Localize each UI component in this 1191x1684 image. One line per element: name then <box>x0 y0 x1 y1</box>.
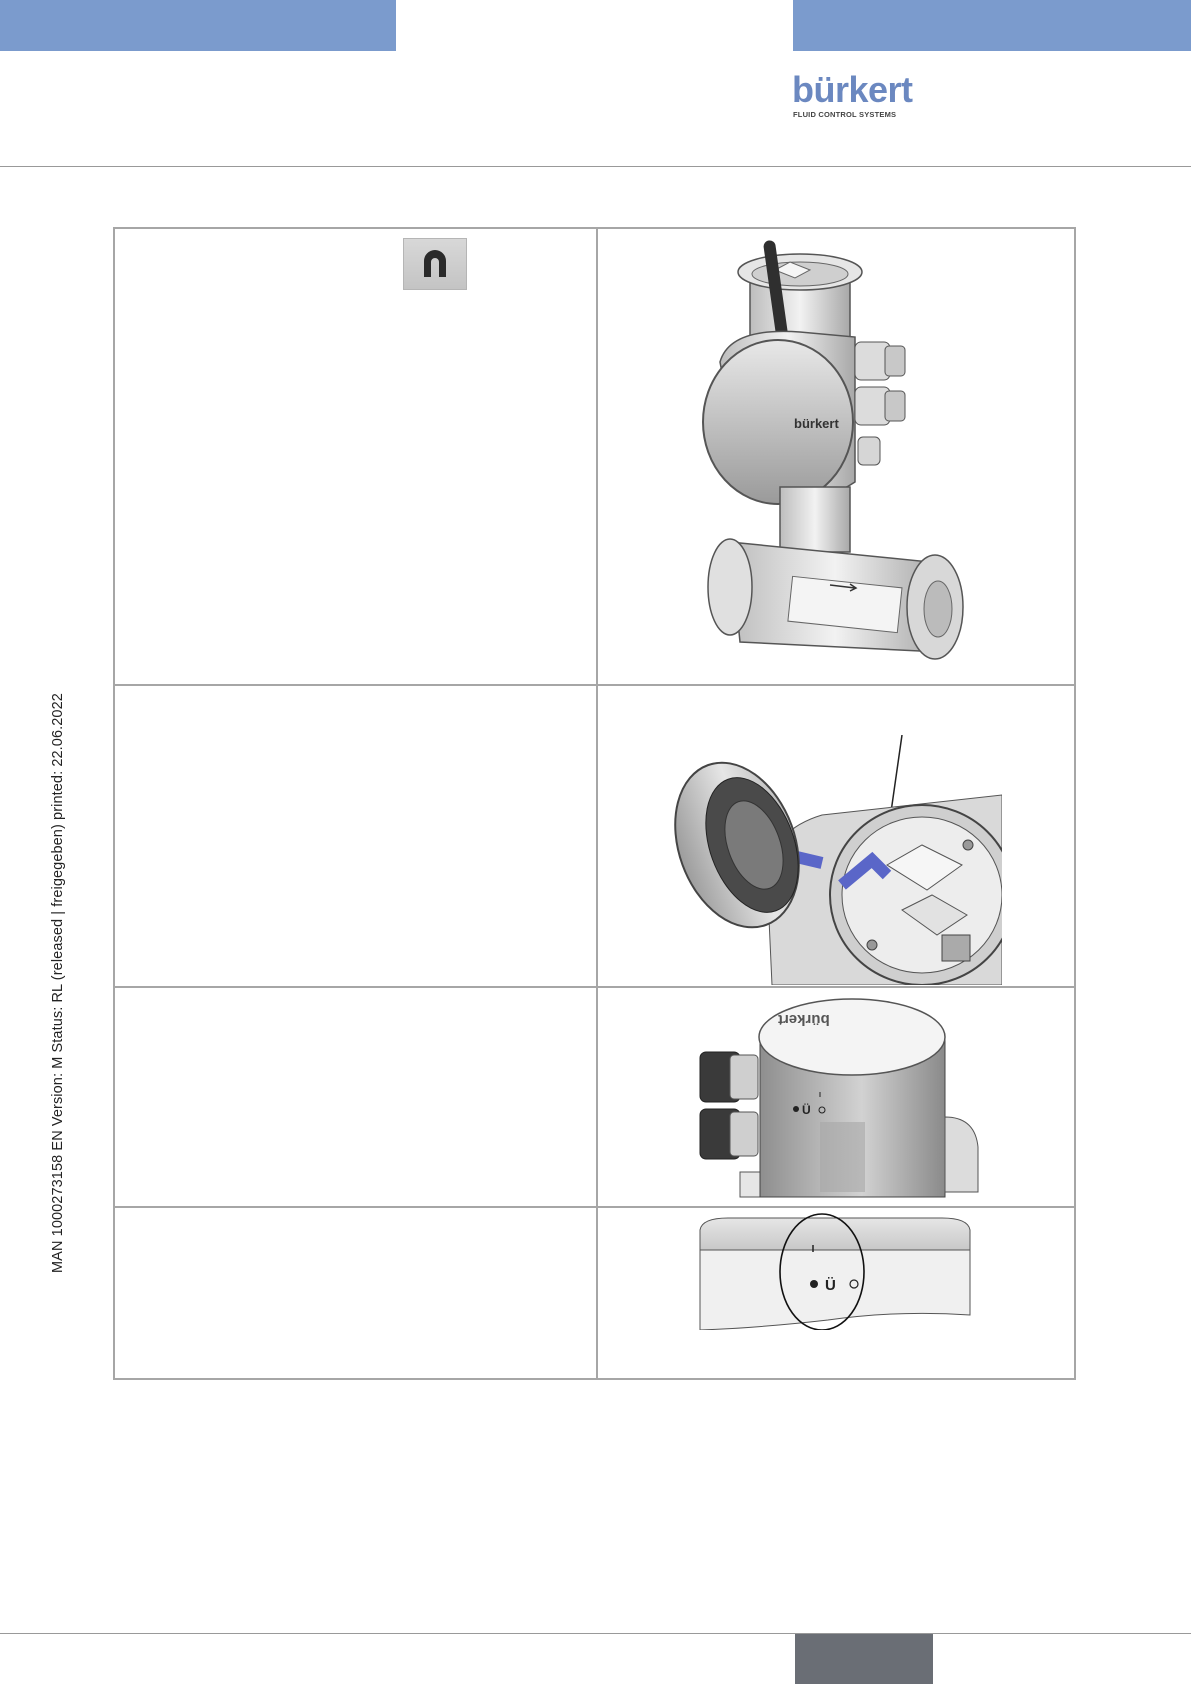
flowmeter-device-illustration <box>690 232 980 672</box>
mounted-cover-with-leds-illustration <box>690 997 980 1202</box>
page-number-tab <box>795 1634 933 1684</box>
document-status-margin: MAN 1000273158 EN Version: M Status: RL (released | freigegeben) printed: 22.06.2022 <box>50 693 66 1273</box>
cover-brand-label: bürkert <box>778 1011 830 1028</box>
cover-removal-ribbon-cable-illustration <box>672 735 1002 985</box>
brand-name: bürkert <box>792 69 913 110</box>
footer-divider <box>0 1633 1191 1634</box>
brand-tagline: FLUID CONTROL SYSTEMS <box>793 110 897 119</box>
cover-led-detail-illustration <box>698 1210 972 1330</box>
table-row-3-text-cell <box>115 988 596 1206</box>
table-row-2-text-cell <box>115 686 596 986</box>
svg-text:Ü: Ü <box>802 1103 811 1117</box>
table-row-4-text-cell <box>115 1208 596 1380</box>
magnet-icon <box>403 238 467 290</box>
header-divider <box>0 166 1191 167</box>
header-bar-left <box>0 0 396 51</box>
svg-text:Ü: Ü <box>825 1277 836 1294</box>
svg-text:bürkert: bürkert <box>794 416 839 431</box>
header-bar-right <box>793 0 1191 51</box>
brand-logo <box>792 70 922 122</box>
table-row-1-text-cell <box>115 229 596 684</box>
